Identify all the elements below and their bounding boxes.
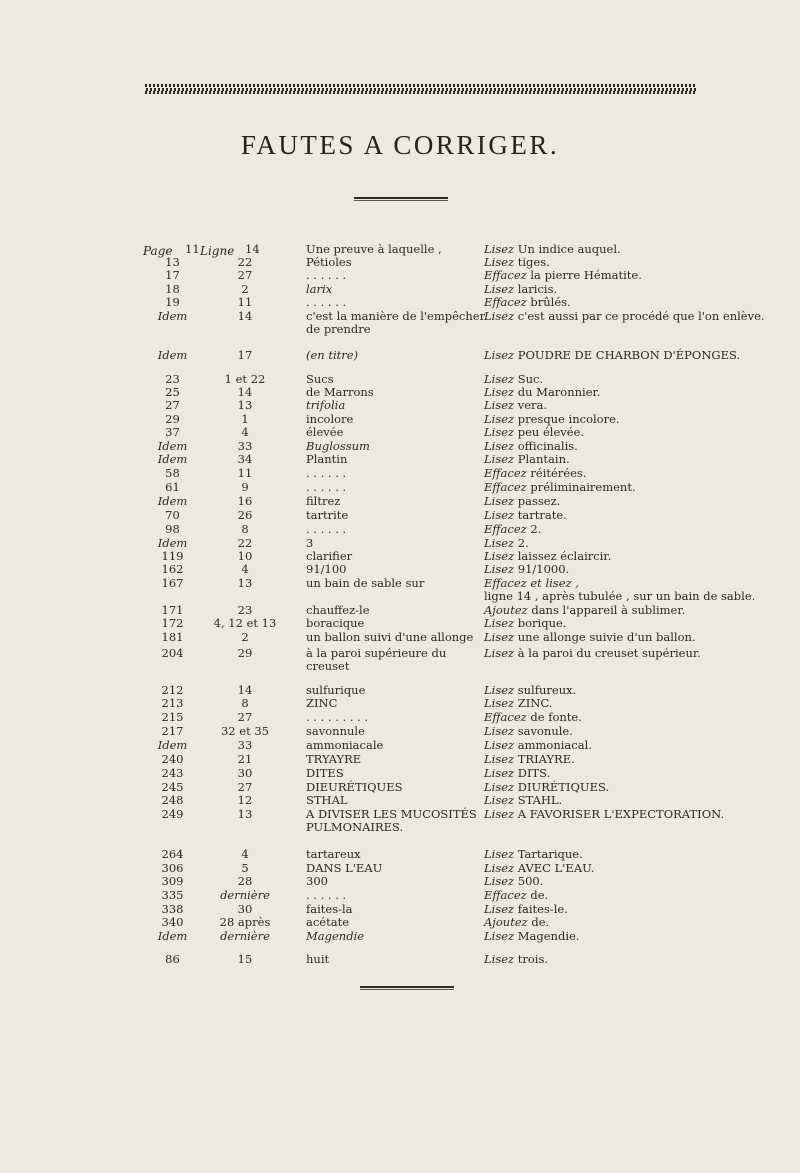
page-number: 172 — [161, 616, 184, 630]
line-number: 30 — [237, 902, 253, 916]
correction-text: presque incolore. — [517, 412, 620, 426]
error-text: DANS L'EAU — [306, 861, 383, 875]
correction — [484, 399, 800, 412]
page-number: 309 — [161, 874, 184, 888]
error-text: (en titre) — [306, 348, 359, 362]
correction — [484, 617, 800, 630]
line-number: 33 — [237, 439, 253, 453]
line-number: 13 — [237, 398, 253, 412]
correction-text: de. — [530, 888, 549, 902]
error-text: 91/100 — [306, 562, 347, 576]
line-number: 4 — [241, 425, 249, 439]
correction-prefix: Lisez — [484, 902, 515, 916]
correction-text: 500. — [517, 874, 544, 888]
page-number: 86 — [165, 952, 180, 966]
correction-prefix: Effacez — [484, 710, 527, 724]
correction-prefix: Lisez — [484, 793, 515, 807]
correction-text: de fonte. — [530, 710, 582, 724]
line-number: 16 — [237, 494, 253, 508]
line-number: 2 — [241, 282, 249, 296]
line-number: 26 — [237, 508, 253, 522]
error-text: faites-la — [306, 902, 353, 916]
correction-prefix: Lisez — [484, 385, 515, 399]
correction-prefix: Lisez — [484, 646, 515, 660]
line-number: 8 — [241, 696, 249, 710]
correction-text: STAHL. — [517, 793, 563, 807]
page-number: Idem — [157, 536, 188, 550]
correction-prefix: Lisez — [484, 425, 515, 439]
correction-text: passez. — [517, 494, 561, 508]
error-text: trifolia — [306, 398, 346, 412]
line-number: 14 — [237, 309, 253, 323]
correction — [484, 916, 800, 929]
line-number: 27 — [237, 710, 253, 724]
error-text: 3 — [306, 536, 314, 550]
page-number: Idem — [157, 452, 188, 466]
page-number: 61 — [165, 480, 180, 494]
correction — [484, 467, 800, 480]
correction-text: officinalis. — [517, 439, 578, 453]
error-text: c'est la manière de l'empêcher de prendre — [306, 309, 486, 336]
correction — [484, 453, 800, 466]
page-number: 204 — [161, 646, 184, 660]
correction — [484, 794, 800, 807]
correction-text: Tartarique. — [517, 847, 583, 861]
page-number: 171 — [161, 603, 184, 617]
correction-text: borique. — [517, 616, 567, 630]
correction — [484, 930, 800, 943]
correction — [484, 495, 800, 508]
correction-text: de. — [531, 915, 550, 929]
line-number: 4 — [241, 847, 249, 861]
line-number: dernière — [220, 888, 270, 902]
correction-text: préliminairement. — [530, 480, 636, 494]
error-text: ammoniacale — [306, 738, 384, 752]
line-number: 22 — [237, 255, 253, 269]
correction-prefix: Lisez — [484, 752, 515, 766]
line-number: 23 — [237, 603, 253, 617]
page-number: 98 — [165, 522, 180, 536]
correction — [484, 296, 800, 309]
correction-text: Suc. — [517, 372, 544, 386]
error-text: à la paroi supérieure du creuset — [306, 646, 447, 673]
correction — [484, 577, 800, 603]
error-text: Pétioles — [306, 255, 352, 269]
correction-text: tiges. — [517, 255, 550, 269]
error-text: A DIVISER LES MUCOSITÉS PULMONAIRES. — [306, 807, 477, 834]
line-number: 2 — [241, 630, 249, 644]
line-number: 10 — [237, 549, 253, 563]
line-number: 8 — [241, 522, 249, 536]
line-number: 22 — [237, 536, 253, 550]
correction-prefix: Lisez — [484, 242, 515, 256]
correction-text: sulfureux. — [517, 683, 577, 697]
error-text: clarifier — [306, 549, 353, 563]
page-number: 335 — [161, 888, 184, 902]
page-number: 248 — [161, 793, 184, 807]
line-number: 4 — [241, 562, 249, 576]
correction — [484, 523, 800, 536]
correction-prefix: Lisez — [484, 861, 515, 875]
correction — [484, 725, 800, 738]
line-number: 1 — [241, 412, 249, 426]
error-text: de Marrons — [306, 385, 374, 399]
page-number: 213 — [161, 696, 184, 710]
correction-prefix: Lisez — [484, 398, 515, 412]
error-text: DITES — [306, 766, 344, 780]
correction-prefix: Lisez — [484, 508, 515, 522]
header-ligne-label: Ligne — [200, 244, 235, 258]
correction-text: vera. — [517, 398, 548, 412]
correction-prefix: Lisez — [484, 348, 515, 362]
line-number: 33 — [237, 738, 253, 752]
correction — [484, 426, 800, 439]
correction-text: dans l'appareil à sublimer. — [531, 603, 686, 617]
correction — [484, 808, 800, 821]
page-number: 58 — [165, 466, 180, 480]
page-number: 340 — [161, 915, 184, 929]
correction-prefix: Lisez — [484, 282, 515, 296]
correction — [484, 739, 800, 752]
correction — [484, 711, 800, 724]
correction-text: faites-le. — [517, 902, 568, 916]
page-number: 119 — [161, 549, 184, 563]
error-text: . . . . . . — [306, 480, 347, 494]
correction-text: peu élevée. — [517, 425, 585, 439]
correction — [484, 753, 800, 766]
correction-prefix: Lisez — [484, 847, 515, 861]
page-number: Idem — [157, 738, 188, 752]
correction — [484, 563, 800, 576]
correction-text: ligne 14 , après tubulée , sur un bain de sable. — [484, 589, 756, 603]
correction-prefix: Lisez — [484, 562, 515, 576]
correction-text: DITS. — [517, 766, 551, 780]
correction-prefix: Lisez — [484, 372, 515, 386]
correction — [484, 481, 800, 494]
correction-text: DIURÉTIQUES. — [517, 780, 610, 794]
page-number: 29 — [165, 412, 180, 426]
error-text: larix — [306, 282, 333, 296]
correction-text: c'est aussi par ce procédé que l'on enlève. — [517, 309, 765, 323]
page-number: 17 — [165, 268, 180, 282]
error-text: 300 — [306, 874, 328, 888]
line-number: 32 et 35 — [220, 724, 269, 738]
error-text: Plantin — [306, 452, 348, 466]
page-number: Idem — [157, 439, 188, 453]
page-number: Idem — [157, 494, 188, 508]
line-number: 34 — [237, 452, 253, 466]
page-number: 215 — [161, 710, 184, 724]
correction-prefix: Effacez — [484, 480, 527, 494]
line-number: 29 — [237, 646, 253, 660]
error-text: TRYAYRE — [306, 752, 362, 766]
page-number: 243 — [161, 766, 184, 780]
error-text: un bain de sable sur — [306, 576, 425, 590]
error-text: incolore — [306, 412, 354, 426]
line-number: 14 — [237, 385, 253, 399]
correction — [484, 631, 800, 644]
correction — [484, 269, 800, 282]
correction-prefix: Ajoutez — [484, 603, 528, 617]
page-number: 13 — [165, 255, 180, 269]
line-number: 28 après — [219, 915, 271, 929]
page-title: FAUTES A CORRIGER. — [240, 130, 560, 160]
page-number: 181 — [161, 630, 184, 644]
correction-prefix: Lisez — [484, 780, 515, 794]
line-number: 15 — [237, 952, 253, 966]
line-number: 17 — [237, 348, 253, 362]
error-text: DIEURÉTIQUES — [306, 780, 403, 794]
error-text: Une preuve à laquelle , — [306, 242, 442, 256]
error-text: savonnule — [306, 724, 365, 738]
error-text: tartareux — [306, 847, 361, 861]
error-text: . . . . . . — [306, 268, 347, 282]
page-number: 18 — [165, 282, 180, 296]
correction-text: une allonge suivie d'un ballon. — [517, 630, 696, 644]
correction-prefix: Lisez — [484, 309, 515, 323]
correction — [484, 889, 800, 902]
correction — [484, 767, 800, 780]
correction — [484, 647, 800, 660]
line-number: 27 — [237, 780, 253, 794]
line-number: 11 — [237, 466, 253, 480]
page-number: 245 — [161, 780, 184, 794]
correction-prefix: Lisez — [484, 929, 515, 943]
error-text: sulfurique — [306, 683, 366, 697]
line-number: 4, 12 et 13 — [213, 616, 277, 630]
correction-text: à la paroi du creuset supérieur. — [517, 646, 701, 660]
correction-text: A FAVORISER L'EXPECTORATION. — [517, 807, 725, 821]
correction-prefix: Lisez — [484, 255, 515, 269]
page-number: 249 — [161, 807, 184, 821]
error-text: boracique — [306, 616, 365, 630]
correction-text: 2. — [517, 536, 529, 550]
page-number: 338 — [161, 902, 184, 916]
correction-prefix: Lisez — [484, 616, 515, 630]
page-number: 19 — [165, 295, 180, 309]
line-number: 14 — [245, 242, 260, 256]
correction-text: du Maronnier. — [517, 385, 601, 399]
correction-text: Un indice auquel. — [517, 242, 621, 256]
page-number: 217 — [161, 724, 184, 738]
line-number: 21 — [237, 752, 253, 766]
correction-text: AVEC L'EAU. — [517, 861, 595, 875]
correction-text: ZINC. — [517, 696, 553, 710]
correction — [484, 697, 800, 710]
correction-prefix: Effacez et lisez , — [484, 576, 579, 590]
line-number: 12 — [237, 793, 253, 807]
correction-text: la pierre Hématite. — [530, 268, 642, 282]
correction-prefix: Effacez — [484, 888, 527, 902]
correction — [484, 848, 800, 861]
correction-prefix: Lisez — [484, 696, 515, 710]
correction — [484, 310, 800, 323]
line-number: 13 — [237, 807, 253, 821]
page-number: Idem — [157, 348, 188, 362]
correction-text: réitérées. — [530, 466, 587, 480]
correction-text: TRIAYRE. — [517, 752, 575, 766]
correction — [484, 953, 800, 966]
correction — [484, 509, 800, 522]
correction-text: trois. — [517, 952, 549, 966]
error-text: ZINC — [306, 696, 338, 710]
correction-prefix: Effacez — [484, 295, 527, 309]
correction-prefix: Lisez — [484, 807, 515, 821]
line-number: 30 — [237, 766, 253, 780]
line-number: 28 — [237, 874, 253, 888]
closing-rule — [360, 986, 454, 988]
error-text: huit — [306, 952, 330, 966]
correction-prefix: Effacez — [484, 268, 527, 282]
page-number: 212 — [161, 683, 184, 697]
correction-prefix: Lisez — [484, 452, 515, 466]
correction-prefix: Lisez — [484, 439, 515, 453]
line-number: dernière — [220, 929, 270, 943]
line-number: 14 — [237, 683, 253, 697]
error-text: chauffez-le — [306, 603, 370, 617]
correction-text: laricis. — [517, 282, 558, 296]
correction — [484, 349, 800, 362]
correction-prefix: Lisez — [484, 494, 515, 508]
error-text: Sucs — [306, 372, 334, 386]
error-text: . . . . . . . . . — [306, 710, 369, 724]
page-number: 240 — [161, 752, 184, 766]
error-text: . . . . . . — [306, 888, 347, 902]
line-number: 13 — [237, 576, 253, 590]
page-number: Idem — [157, 309, 188, 323]
line-number: 11 — [237, 295, 253, 309]
page-number: 167 — [161, 576, 184, 590]
page-number: 306 — [161, 861, 184, 875]
correction-text: savonule. — [517, 724, 573, 738]
error-text: élevée — [306, 425, 344, 439]
page-number: 27 — [165, 398, 180, 412]
correction-text: POUDRE DE CHARBON D'ÉPONGES. — [517, 348, 741, 362]
error-text: STHAL — [306, 793, 348, 807]
error-text: . . . . . . — [306, 466, 347, 480]
correction-text: tartrate. — [517, 508, 567, 522]
error-text: . . . . . . — [306, 295, 347, 309]
correction-prefix: Lisez — [484, 874, 515, 888]
correction-prefix: Lisez — [484, 549, 515, 563]
header-page-label: Page — [143, 244, 173, 258]
line-number: 27 — [237, 268, 253, 282]
correction-text: brûlés. — [530, 295, 571, 309]
correction-prefix: Lisez — [484, 536, 515, 550]
line-number: 1 et 22 — [224, 372, 266, 386]
correction-prefix: Effacez — [484, 522, 527, 536]
line-number: 9 — [241, 480, 249, 494]
correction-prefix: Ajoutez — [484, 915, 528, 929]
correction-text: 91/1000. — [517, 562, 570, 576]
error-text: filtrez — [306, 494, 341, 508]
correction-prefix: Lisez — [484, 766, 515, 780]
correction-text: laissez éclaircir. — [517, 549, 612, 563]
page-number: 70 — [165, 508, 180, 522]
correction-prefix: Lisez — [484, 412, 515, 426]
correction-prefix: Lisez — [484, 738, 515, 752]
correction-prefix: Effacez — [484, 466, 527, 480]
error-text: Buglossum — [306, 439, 370, 453]
correction-text: Magendie. — [517, 929, 580, 943]
page-number: 162 — [161, 562, 184, 576]
correction-prefix: Lisez — [484, 952, 515, 966]
correction — [484, 875, 800, 888]
error-text: tartrite — [306, 508, 349, 522]
error-text: un ballon suivi d'une allonge — [306, 630, 474, 644]
page-number: 23 — [165, 372, 180, 386]
error-text: Magendie — [306, 929, 365, 943]
page-number: 37 — [165, 425, 180, 439]
page-number: 264 — [161, 847, 184, 861]
correction-text: ammoniacal. — [517, 738, 592, 752]
page-number: Idem — [157, 929, 188, 943]
correction-prefix: Lisez — [484, 724, 515, 738]
correction-prefix: Lisez — [484, 630, 515, 644]
page-number: 25 — [165, 385, 180, 399]
error-text: acétate — [306, 915, 350, 929]
line-number: 5 — [241, 861, 249, 875]
correction-text: 2. — [530, 522, 542, 536]
correction-text: Plantain. — [517, 452, 570, 466]
correction-prefix: Lisez — [484, 683, 515, 697]
error-text: . . . . . . — [306, 522, 347, 536]
page-number: 11 — [185, 242, 200, 256]
